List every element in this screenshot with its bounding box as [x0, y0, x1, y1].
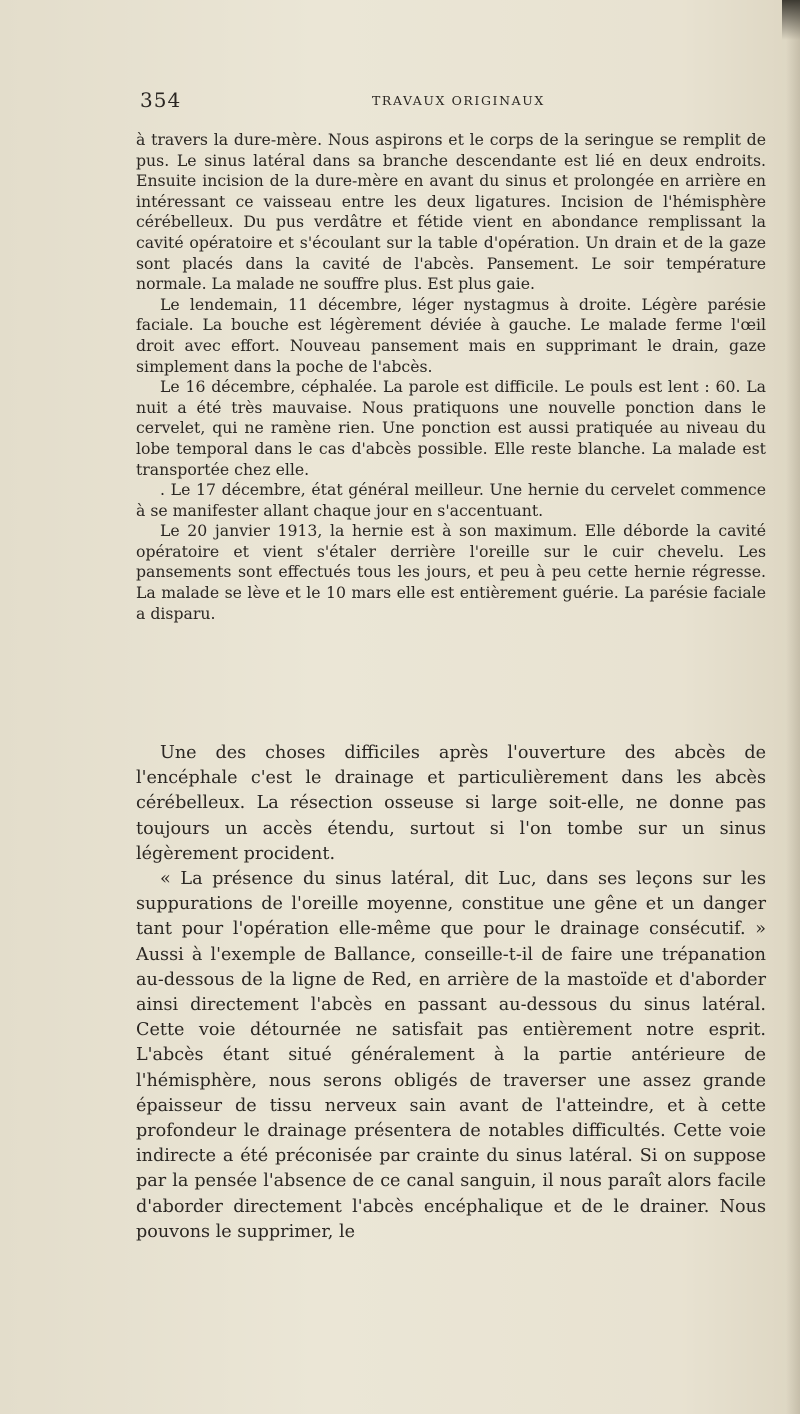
discussion-section — [136, 741, 766, 1245]
discussion-paragraph-luc-quote: « La présence du sinus latéral, dit Luc, dans ses leçons sur les suppurations de l'oreille moyenne, constitue une gêne et un danger tant pour l'opération elle-même que pour le drainage consécutif. » Aussi à l'exemple de Ballance, conseille-t-il de faire une trépanation au-dessous de la ligne de Red, en arrière de la mastoïde et d'aborder ainsi directement l'abcès en passant au-dessous du sinus latéral. Cette voie détournée ne satisfait pas entièrement notre esprit. L'abcès étant situé généralement à la partie antérieure de l'hémisphère, nous serons obligés de traverser une assez grande épaisseur de tissu nerveux sain avant de l'atteindre, et à cette profondeur le drainage présentera de notables difficultés. Cette voie indirecte a été préconisée par crainte du sinus latéral. Si on suppose par la pensée l'absence de ce canal sanguin, il nous paraît alors facile d'aborder directement l'abcès encéphalique et de le drainer. Nous pouvons le supprimer, le — [136, 869, 766, 1242]
page-number: 354 — [140, 88, 182, 112]
case-report-section — [136, 130, 766, 624]
page-header — [140, 88, 766, 116]
running-title: TRAVAUX ORIGINAUX — [372, 93, 545, 108]
case-paragraph-dec-16: Le 16 décembre, céphalée. La parole est difficile. Le pouls est lent : 60. La nuit a été très mauvaise. Nous pratiquons une nouvelle ponction dans le cervelet, qui ne ramène rien. Une ponction est aussi pratiquée au niveau du lobe temporal dans le cas d'abcès possible. Elle reste blanche. La malade est transportée chez elle. — [136, 377, 766, 479]
case-paragraph-jan-20: Le 20 janvier 1913, la hernie est à son maximum. Elle déborde la cavité opératoire et vient s'étaler derrière l'oreille sur le cuir chevelu. Les pansements sont effectués tous les jours, et peu à peu cette hernie régresse. La malade se lève et le 10 mars elle est entièrement guérie. La parésie faciale a disparu. — [136, 521, 766, 623]
case-paragraph-dec-11: Le lendemain, 11 décembre, léger nystagmus à droite. Légère parésie faciale. La bouche est légèrement déviée à gauche. Le malade ferme l'œil droit avec effort. Nouveau pansement mais en supprimant le drain, gaze simplement dans la poche de l'abcès. — [136, 294, 766, 376]
page-edge-shadow — [786, 0, 800, 1414]
case-paragraph-dec-17: . Le 17 décembre, état général meilleur. Une hernie du cervelet commence à se manifester allant chaque jour en s'accentuant. — [136, 480, 766, 520]
scan-corner-mark — [782, 0, 800, 40]
case-paragraph-operation: à travers la dure-mère. Nous aspirons et le corps de la seringue se remplit de pus. Le sinus latéral dans sa branche descendante est lié en deux endroits. Ensuite incision de la dure-mère en avant du sinus et prolongée en arrière en intéressant ce vaisseau entre les deux ligatures. Incision de l'hémisphère cérébelleux. Du pus verdâtre et fétide vient en abondance remplissant la cavité opératoire et s'écoulant sur la table d'opération. Un drain et de la gaze sont placés dans la cavité de l'abcès. Pansement. Le soir température normale. La malade ne souffre plus. Est plus gaie. — [136, 130, 766, 294]
discussion-paragraph-drainage: Une des choses difficiles après l'ouverture des abcès de l'encéphale c'est le drainage et particulièrement dans les abcès cérébelleux. La résection osseuse si large soit-elle, ne donne pas toujours un accès étendu, surtout si l'on tombe sur un sinus légèrement procident. — [136, 743, 766, 864]
